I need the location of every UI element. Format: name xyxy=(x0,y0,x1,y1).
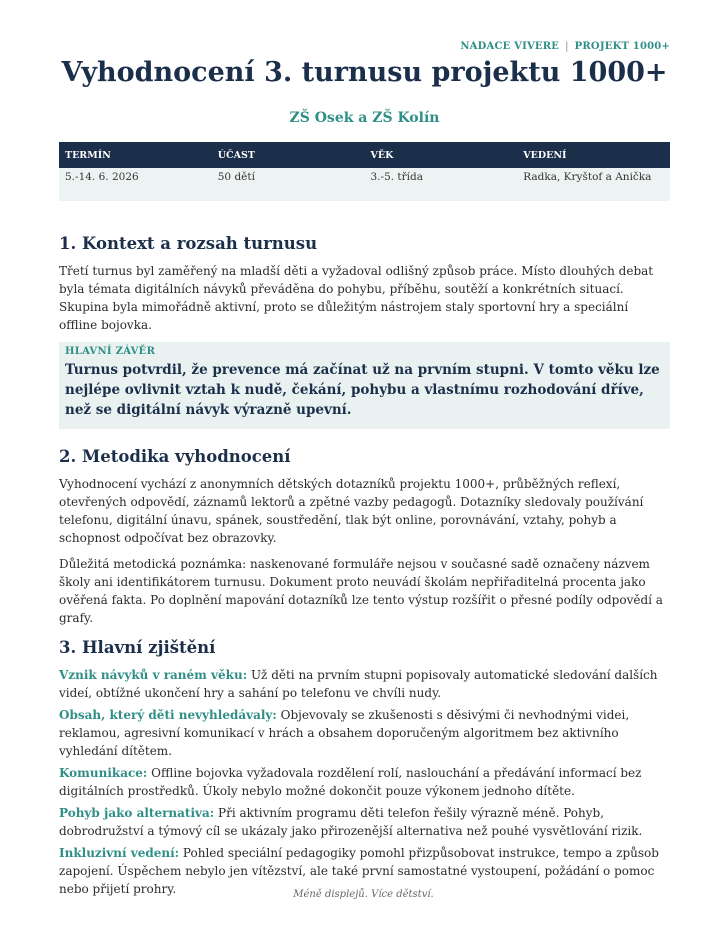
section-findings xyxy=(59,637,670,898)
section-context xyxy=(59,233,670,429)
finding-key: Vznik návyků v raném věku: xyxy=(59,668,248,682)
section-methodology xyxy=(59,446,670,627)
finding-key: Inkluzivní vedení: xyxy=(59,846,180,860)
project-name: PROJEKT 1000+ xyxy=(574,41,670,52)
org-name: NADACE VIVERE xyxy=(460,41,560,52)
finding-text: Offline bojovka vyžadovala rozdělení rolí, naslouchání a předávání informací bez digitálních prostředků. Úkoly nebylo možné dokončit pouze výkonem jednoho dítěte. xyxy=(59,766,642,798)
finding-item xyxy=(59,706,670,760)
callout-label: HLAVNÍ ZÁVĚR xyxy=(65,346,156,357)
finding-key: Obsah, který děti nevyhledávaly: xyxy=(59,708,277,722)
info-value-term: 5.-14. 6. 2026 xyxy=(59,168,212,201)
section-heading: 3. Hlavní zjištění xyxy=(59,638,216,657)
page-title: Vyhodnocení 3. turnusu projektu 1000+ xyxy=(61,57,668,88)
section-paragraph: Důležitá metodická poznámka: naskenované formuláře nejsou v současné sadě označeny názvem školy ani identifikátorem turnusu. Dokument proto neuvádí školám nepřiřaditelná procenta jako ověřená fakta. Po doplnění mapování dotazníků lze tento výstup rozšířit o přesné podíly odpovědí a grafy. xyxy=(59,557,663,625)
info-header-participation: ÚČAST xyxy=(212,142,365,168)
info-value-age: 3.-5. třída xyxy=(365,168,518,201)
page-subtitle: ZŠ Osek a ZŠ Kolín xyxy=(289,110,440,126)
finding-text: Už děti na prvním stupni popisovaly automatické sledování dalších videí, obtížné ukončení hry a sahání po telefonu ve chvíli nudy. xyxy=(59,668,658,700)
finding-text: Pohled speciální pedagogiky pomohl přizpůsobovat instrukce, tempo a způsob zapojení. Úspěchem nebylo jen vítězství, ale také první samostatné vystoupení, požádání o pomoc nebo přijetí prohry. xyxy=(59,846,659,896)
finding-text: Při aktivním programu děti telefon řešily výrazně méně. Pohyb, dobrodružství a týmový cíl se ukázaly jako přirozenější alternativa než pouhé vysvětlování rizik. xyxy=(59,806,643,838)
info-table-value-row xyxy=(59,168,670,201)
footer-slogan: Méně displejů. Více dětství. xyxy=(293,889,434,900)
finding-key: Pohyb jako alternativa: xyxy=(59,806,215,820)
finding-item xyxy=(59,666,670,702)
info-table-header-row xyxy=(59,142,670,168)
info-value-leaders: Radka, Kryštof a Anička xyxy=(517,168,670,201)
finding-item xyxy=(59,764,670,800)
section-paragraph: Třetí turnus byl zaměřený na mladší děti a vyžadoval odlišný způsob práce. Místo dlouhých debat byla témata digitálních návyků převáděna do pohybu, příběhu, soutěží a konkrétních situací. Skupina byla mimořádně aktivní, proto se důležitým nástrojem staly sportovní hry a speciální offline bojovka. xyxy=(59,264,654,332)
finding-key: Komunikace: xyxy=(59,766,148,780)
section-heading: 1. Kontext a rozsah turnusu xyxy=(59,234,318,253)
document-content xyxy=(59,233,670,908)
callout-text: Turnus potvrdil, že prevence má začínat už na prvním stupni. V tomto věku lze nejlépe ovlivnit vztah k nudě, čekání, pohybu a vlastnímu rozhodování dříve, než se digitální návyk výrazně upevní. xyxy=(65,362,660,418)
info-table xyxy=(59,142,670,201)
main-conclusion-callout xyxy=(59,342,670,429)
finding-text: Objevovaly se zkušenosti s děsivými či nevhodnými videi, reklamou, agresivní komunikací v hrách a obsahem doporučeným algoritmem bez aktivního vyhledání dítětem. xyxy=(59,708,630,758)
info-header-term: TERMÍN xyxy=(59,142,212,168)
info-header-leaders: VEDENÍ xyxy=(517,142,670,168)
info-header-age: VĚK xyxy=(365,142,518,168)
header-org-line xyxy=(460,41,670,52)
section-paragraph: Vyhodnocení vychází z anonymních dětských dotazníků projektu 1000+, průběžných reflexí, otevřených odpovědí, záznamů lektorů a zpětné vazby pedagogů. Dotazníky sledovaly používání telefonu, digitální únavu, spánek, soustředění, tlak být online, porovnávání, vztahy, pohyb a schopnost odpočívat bez obrazovky. xyxy=(59,477,644,545)
header-separator: | xyxy=(565,41,569,52)
finding-item xyxy=(59,804,670,840)
section-heading: 2. Metodika vyhodnocení xyxy=(59,447,291,466)
info-value-participation: 50 dětí xyxy=(212,168,365,201)
